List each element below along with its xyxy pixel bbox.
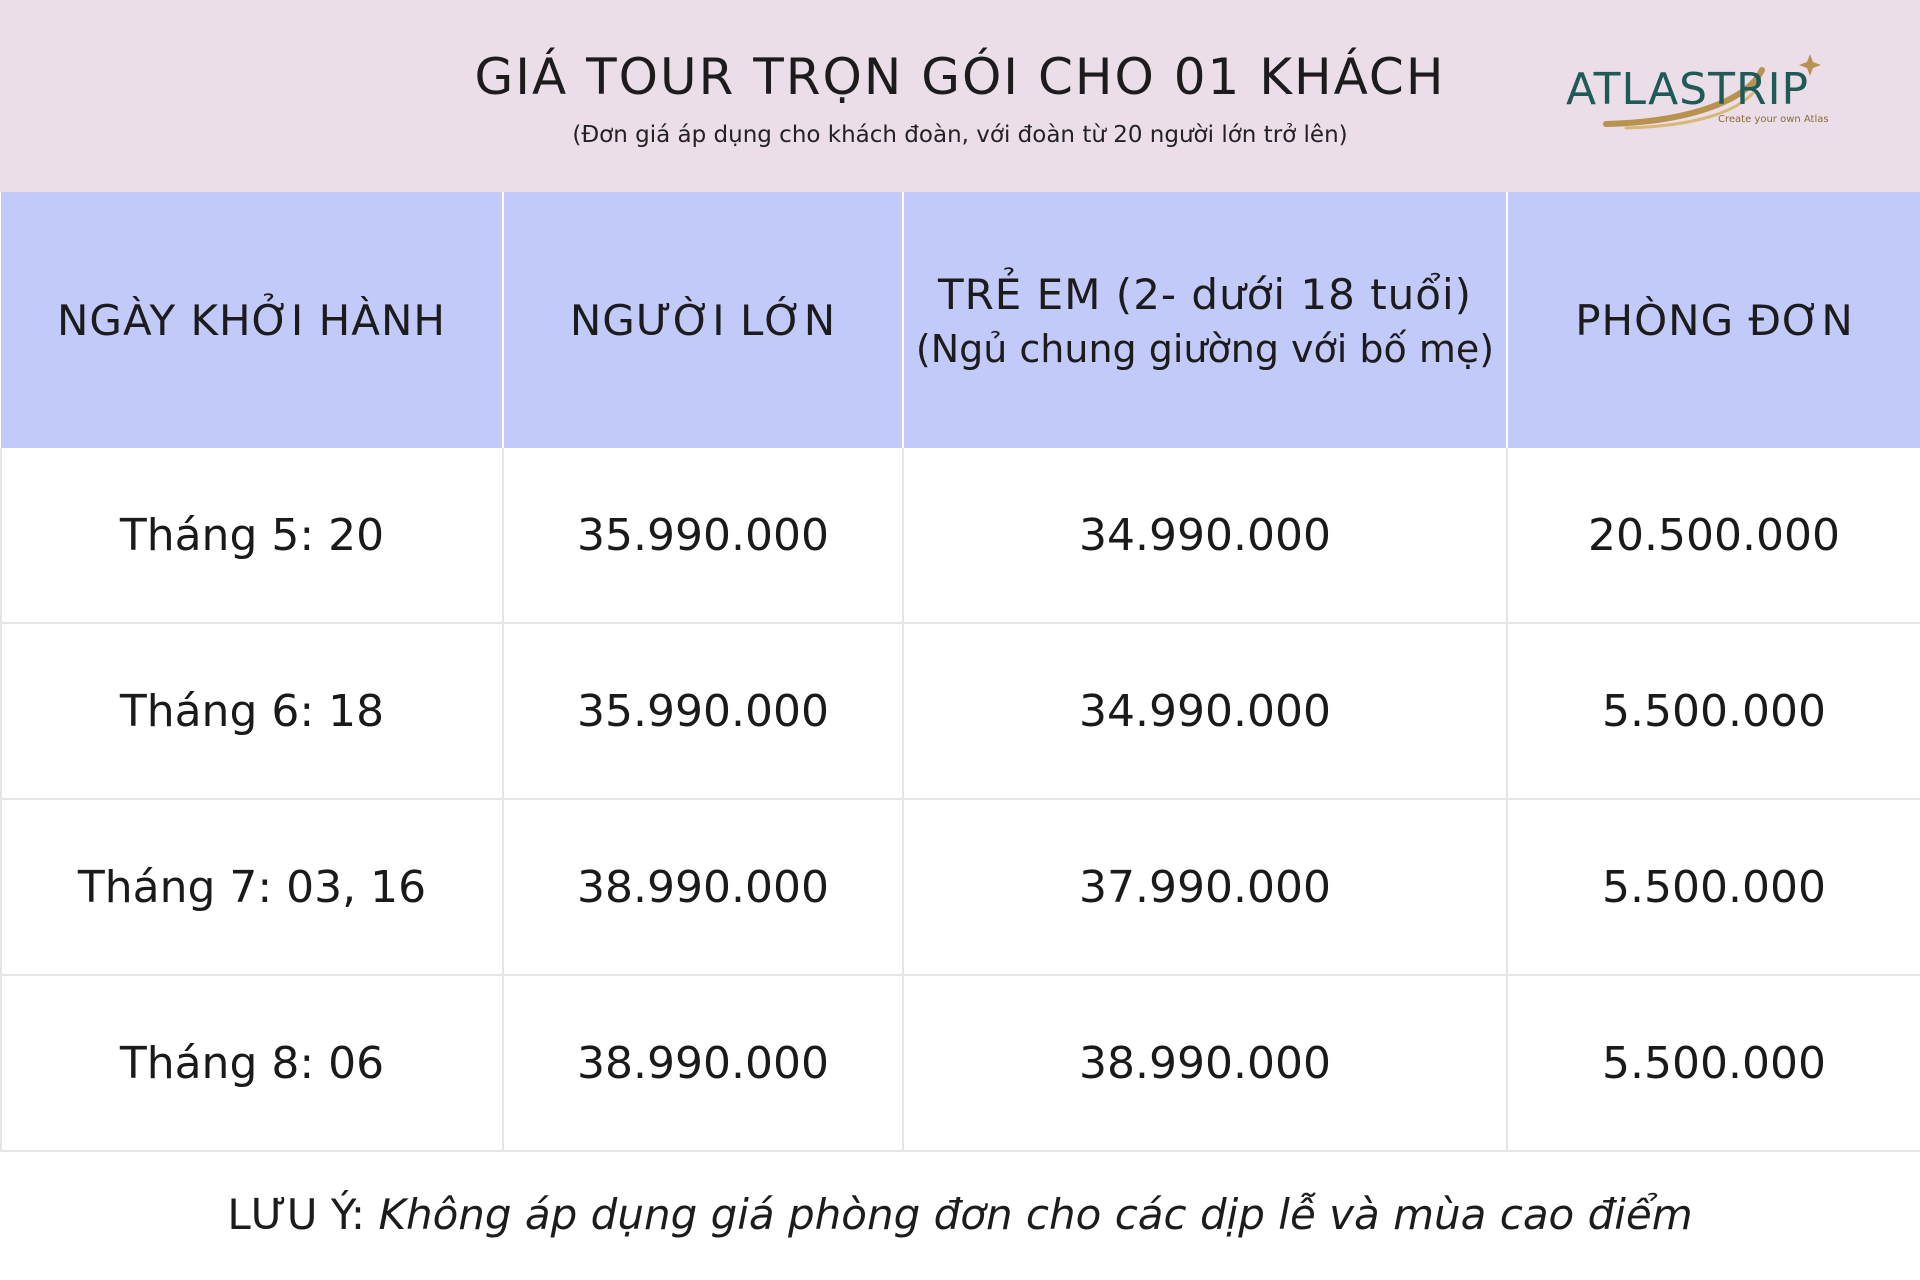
page-title: GIÁ TOUR TRỌN GÓI CHO 01 KHÁCH <box>474 48 1446 106</box>
cell-adult-price: 35.990.000 <box>503 623 903 799</box>
table-header-row <box>1 192 1920 448</box>
cell-child-price: 34.990.000 <box>903 623 1507 799</box>
column-header-label: NGÀY KHỞI HÀNH <box>57 295 446 345</box>
cell-child-price: 34.990.000 <box>903 448 1507 623</box>
logo-text: ATLASTRIP <box>1566 64 1810 115</box>
cell-departure: Tháng 5: 20 <box>1 448 503 623</box>
column-header-departure <box>1 192 503 448</box>
page-subtitle: (Đơn giá áp dụng cho khách đoàn, với đoàn từ 20 người lớn trở lên) <box>572 122 1348 148</box>
atlastrip-logo <box>1566 52 1846 132</box>
column-header-sublabel: (Ngủ chung giường với bố mẹ) <box>915 326 1495 371</box>
column-header-label: NGƯỜI LỚN <box>569 295 837 345</box>
cell-single-room-price: 20.500.000 <box>1507 448 1920 623</box>
column-header-single-room <box>1507 192 1920 448</box>
cell-single-room-price: 5.500.000 <box>1507 799 1920 975</box>
column-header-adult <box>503 192 903 448</box>
price-table <box>0 192 1920 1152</box>
column-header-child <box>903 192 1507 448</box>
footnote-text: Không áp dụng giá phòng đơn cho các dịp lễ và mùa cao điểm <box>378 1190 1693 1239</box>
table-row <box>1 975 1920 1151</box>
cell-single-room-price: 5.500.000 <box>1507 975 1920 1151</box>
page-header <box>0 0 1920 192</box>
footnote <box>0 1190 1920 1239</box>
cell-departure: Tháng 7: 03, 16 <box>1 799 503 975</box>
footnote-label: LƯU Ý: <box>227 1190 366 1239</box>
cell-departure: Tháng 6: 18 <box>1 623 503 799</box>
cell-child-price: 37.990.000 <box>903 799 1507 975</box>
cell-adult-price: 35.990.000 <box>503 448 903 623</box>
cell-adult-price: 38.990.000 <box>503 975 903 1151</box>
logo-tagline: Create your own Atlas <box>1718 114 1829 125</box>
cell-single-room-price: 5.500.000 <box>1507 623 1920 799</box>
table-row <box>1 799 1920 975</box>
table-row <box>1 623 1920 799</box>
column-header-label: PHÒNG ĐƠN <box>1575 295 1854 345</box>
table-row <box>1 448 1920 623</box>
cell-child-price: 38.990.000 <box>903 975 1507 1151</box>
column-header-label: TRẺ EM (2- dưới 18 tuổi) <box>937 269 1473 319</box>
cell-adult-price: 38.990.000 <box>503 799 903 975</box>
cell-departure: Tháng 8: 06 <box>1 975 503 1151</box>
